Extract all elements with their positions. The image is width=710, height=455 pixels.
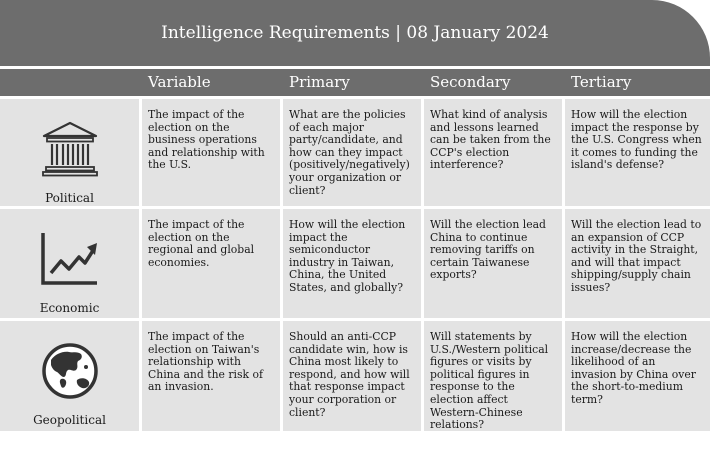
row-label-political: Political <box>45 191 94 205</box>
column-header-primary: Primary <box>289 73 350 91</box>
row-label-cell-economic <box>0 209 139 318</box>
cell-political-secondary: What kind of analysis and lessons learned can be taken from the CCP's election interference? <box>424 99 562 206</box>
cell-geopolitical-primary: Should an anti-CCP candidate win, how is China most likely to respond, and how will that response impact your corporation or client? <box>283 321 421 431</box>
page-title: Intelligence Requirements | 08 January 2024 <box>161 23 549 43</box>
title-bar <box>0 0 710 66</box>
cell-geopolitical-secondary: Will statements by U.S./Western political figures or visits by political figures in response to the election affect Western-Chinese relations? <box>424 321 562 431</box>
cell-geopolitical-tertiary: How will the election increase/decrease the likelihood of an invasion by China over the short-to-medium term? <box>565 321 710 431</box>
cell-economic-tertiary: Will the election lead to an expansion of CCP activity in the Straight, and will that impact shipping/supply chain issues? <box>565 209 710 318</box>
cell-political-tertiary: How will the election impact the response by the U.S. Congress when it comes to funding the island's defense? <box>565 99 710 206</box>
column-header-variable: Variable <box>148 73 211 91</box>
trending-chart-icon <box>39 229 101 289</box>
cell-political-variable: The impact of the election on the business operations and relationship with the U.S. <box>142 99 280 206</box>
cell-geopolitical-variable: The impact of the election on Taiwan's relationship with China and the risk of an invasion. <box>142 321 280 431</box>
government-building-icon <box>41 119 99 179</box>
row-label-economic: Economic <box>39 301 100 315</box>
row-label-cell-geopolitical <box>0 321 139 431</box>
globe-icon <box>41 341 99 401</box>
column-header-tertiary: Tertiary <box>571 73 632 91</box>
cell-economic-secondary: Will the election lead China to continue removing tariffs on certain Taiwanese exports? <box>424 209 562 318</box>
row-label-cell-political <box>0 99 139 206</box>
cell-economic-variable: The impact of the election on the regional and global economies. <box>142 209 280 318</box>
column-header-secondary: Secondary <box>430 73 511 91</box>
header-row <box>0 69 710 96</box>
cell-economic-primary: How will the election impact the semiconductor industry in Taiwan, China, the United States, and globally? <box>283 209 421 318</box>
cell-political-primary: What are the policies of each major party/candidate, and how can they impact (positively/negatively) your organization or client? <box>283 99 421 206</box>
row-label-geopolitical: Geopolitical <box>33 413 106 427</box>
